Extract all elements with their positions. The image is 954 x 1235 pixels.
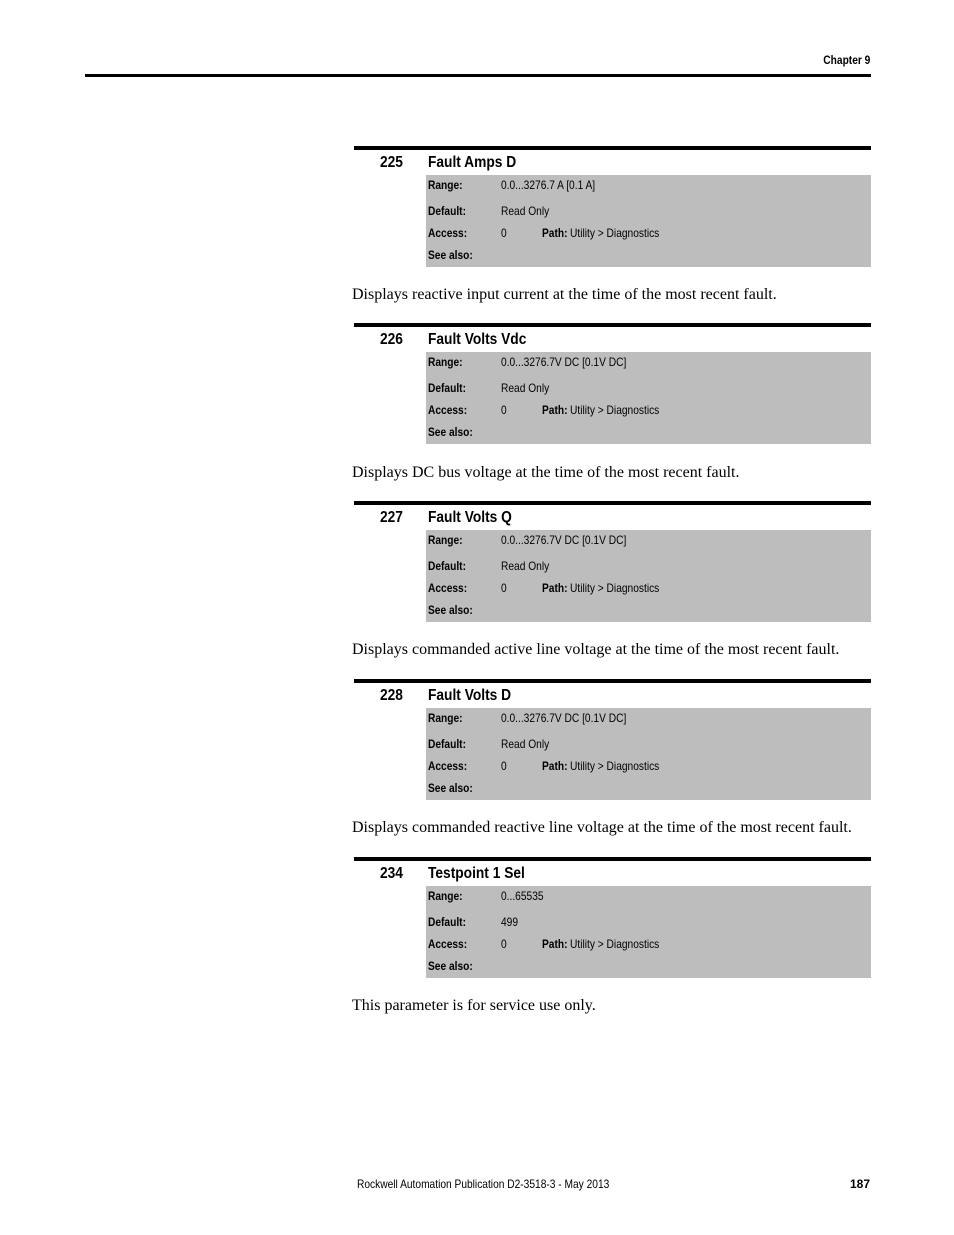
parameter-description: Displays reactive input current at the time of the most recent fault. <box>352 286 777 303</box>
header-rule <box>85 74 871 77</box>
path-value: Utility > Diagnostics <box>570 403 660 417</box>
parameter-name: Fault Volts Q <box>428 509 512 526</box>
range-value: 0.0...3276.7V DC [0.1V DC] <box>501 711 627 725</box>
parameter-228 <box>354 679 871 800</box>
range-label: Range: <box>428 711 463 725</box>
parameter-description: Displays commanded active line voltage at the time of the most recent fault. <box>352 641 840 658</box>
access-label: Access: <box>428 759 468 773</box>
range-value: 0.0...3276.7V DC [0.1V DC] <box>501 355 627 369</box>
access-label: Access: <box>428 226 468 240</box>
default-label: Default: <box>428 204 466 218</box>
parameter-number: 234 <box>380 865 403 882</box>
parameter-description: This parameter is for service use only. <box>352 997 596 1014</box>
default-value: Read Only <box>501 559 550 573</box>
access-value: 0 <box>501 937 507 951</box>
parameter-number: 228 <box>380 687 403 704</box>
path-label: Path: <box>542 403 568 417</box>
parameter-heading <box>354 683 871 708</box>
see-also-label: See also: <box>428 425 473 439</box>
parameter-attributes <box>426 708 871 800</box>
access-value: 0 <box>501 403 507 417</box>
parameter-225 <box>354 146 871 267</box>
parameter-heading <box>354 505 871 530</box>
default-value: 499 <box>501 915 519 929</box>
access-label: Access: <box>428 403 468 417</box>
parameter-name: Fault Volts D <box>428 687 512 704</box>
path-value: Utility > Diagnostics <box>570 226 660 240</box>
chapter-label: Chapter 9 <box>822 53 870 67</box>
path-label: Path: <box>542 937 568 951</box>
parameter-attributes <box>426 175 871 267</box>
publication-footer: Rockwell Automation Publication D2-3518-3 - May 2013 <box>357 1177 610 1191</box>
access-value: 0 <box>501 759 507 773</box>
range-label: Range: <box>428 178 463 192</box>
parameter-number: 226 <box>380 331 403 348</box>
default-value: Read Only <box>501 204 550 218</box>
see-also-label: See also: <box>428 603 473 617</box>
default-label: Default: <box>428 737 466 751</box>
see-also-label: See also: <box>428 248 473 262</box>
access-value: 0 <box>501 226 507 240</box>
access-value: 0 <box>501 581 507 595</box>
range-label: Range: <box>428 533 463 547</box>
parameter-heading <box>354 150 871 175</box>
default-label: Default: <box>428 559 466 573</box>
parameter-227 <box>354 501 871 622</box>
parameter-description: Displays commanded reactive line voltage at the time of the most recent fault. <box>352 819 852 836</box>
default-value: Read Only <box>501 381 550 395</box>
parameter-226 <box>354 323 871 444</box>
page-number: 187 <box>849 1177 870 1191</box>
default-label: Default: <box>428 915 466 929</box>
parameter-attributes <box>426 886 871 978</box>
parameter-number: 225 <box>380 154 403 171</box>
range-label: Range: <box>428 355 463 369</box>
path-label: Path: <box>542 581 568 595</box>
path-label: Path: <box>542 226 568 240</box>
path-value: Utility > Diagnostics <box>570 937 660 951</box>
range-value: 0.0...3276.7V DC [0.1V DC] <box>501 533 627 547</box>
parameter-heading <box>354 327 871 352</box>
default-value: Read Only <box>501 737 550 751</box>
parameter-heading <box>354 861 871 886</box>
parameter-name: Fault Amps D <box>428 154 517 171</box>
parameter-name: Fault Volts Vdc <box>428 331 527 348</box>
access-label: Access: <box>428 581 468 595</box>
parameter-description: Displays DC bus voltage at the time of the most recent fault. <box>352 464 740 481</box>
parameter-number: 227 <box>380 509 403 526</box>
access-label: Access: <box>428 937 468 951</box>
range-label: Range: <box>428 889 463 903</box>
parameter-attributes <box>426 530 871 622</box>
parameter-attributes <box>426 352 871 444</box>
see-also-label: See also: <box>428 959 473 973</box>
see-also-label: See also: <box>428 781 473 795</box>
path-value: Utility > Diagnostics <box>570 581 660 595</box>
path-value: Utility > Diagnostics <box>570 759 660 773</box>
parameter-name: Testpoint 1 Sel <box>428 865 525 882</box>
range-value: 0...65535 <box>501 889 544 903</box>
range-value: 0.0...3276.7 A [0.1 A] <box>501 178 596 192</box>
default-label: Default: <box>428 381 466 395</box>
path-label: Path: <box>542 759 568 773</box>
parameter-234 <box>354 857 871 978</box>
